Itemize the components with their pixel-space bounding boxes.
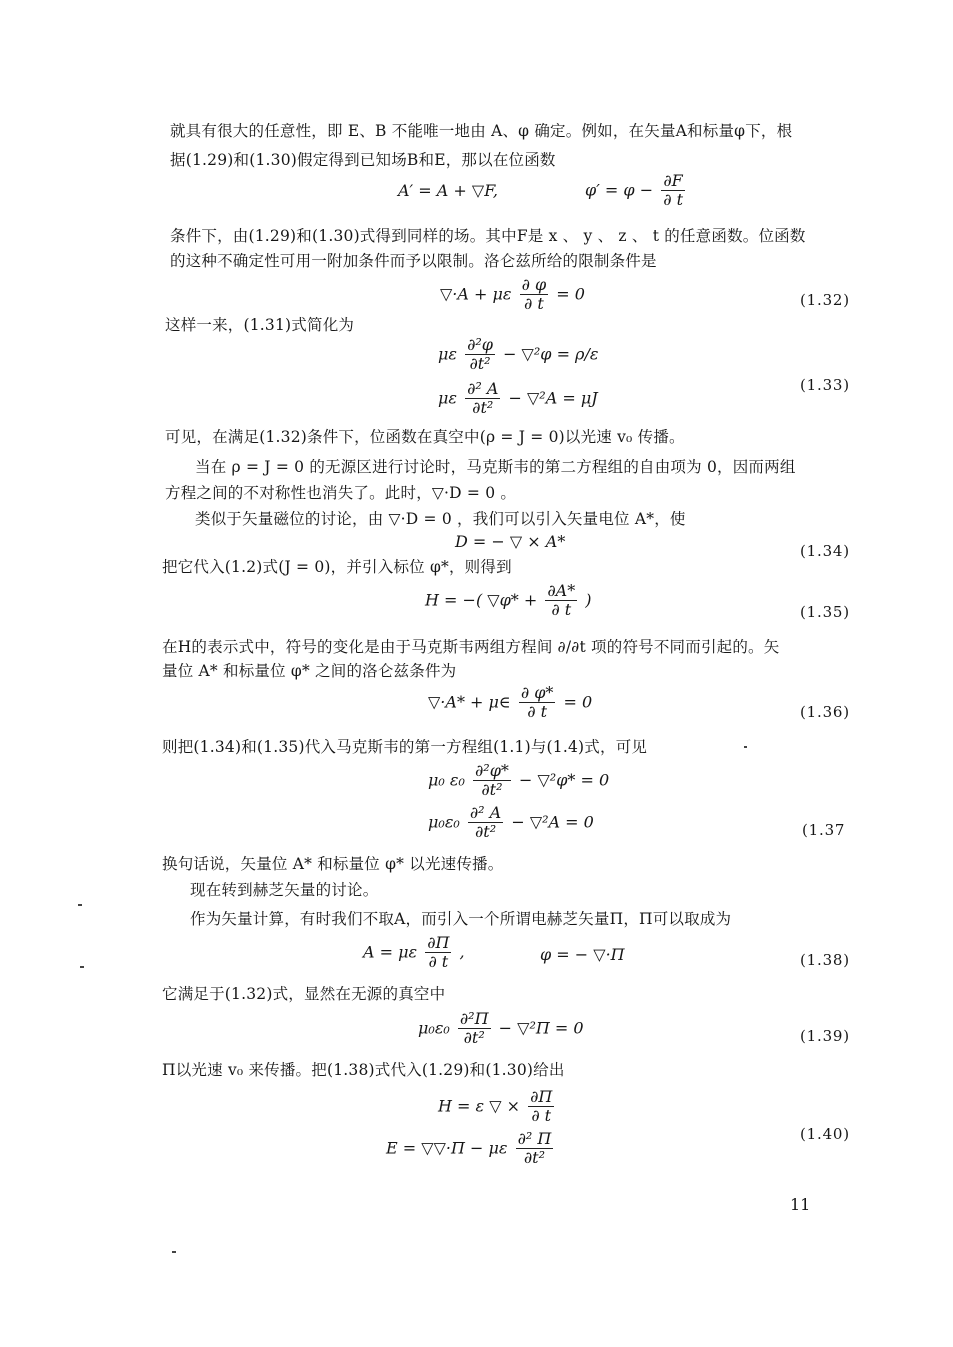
fraction xyxy=(516,1130,554,1168)
equation-part: μ₀ε₀ xyxy=(428,812,460,832)
equation-1-37a xyxy=(428,762,609,800)
paragraph-line: 这样一来，(1.31)式简化为 xyxy=(165,316,355,334)
equation-part: = 0 xyxy=(556,284,585,304)
equation-part: H = ε ▽ × xyxy=(438,1096,520,1116)
paragraph-line: 把它代入(1.2)式(J = 0)，并引入标位 φ*，则得到 xyxy=(162,558,512,576)
fraction xyxy=(458,1010,491,1048)
paragraph-line: 的这种不确定性可用一附加条件而予以限制。洛仑兹所给的限制条件是 xyxy=(170,252,657,270)
equation-part: − ▽²A = μJ xyxy=(508,388,598,408)
fraction-denominator: ∂ t xyxy=(523,294,544,314)
equation-number: (1.37 xyxy=(802,821,846,839)
paragraph-line: 量位 A* 和标量位 φ* 之间的洛仑兹条件为 xyxy=(162,662,457,680)
paragraph-line: 方程之间的不对称性也消失了。此时，▽·D = 0 。 xyxy=(165,484,517,502)
fraction-denominator: ∂ t xyxy=(531,1106,552,1126)
equation-1-33b xyxy=(438,380,598,418)
fraction-numerator: ∂² A xyxy=(467,379,499,398)
fraction-denominator: ∂t² xyxy=(523,1148,545,1168)
fraction-numerator: ∂² Π xyxy=(517,1129,552,1148)
equation-part: A = με xyxy=(363,942,418,962)
fraction-numerator: ∂²φ* xyxy=(475,761,509,780)
equation-part: με xyxy=(438,344,457,364)
fraction-denominator: ∂t² xyxy=(481,780,503,800)
paragraph-line: 现在转到赫芝矢量的讨论。 xyxy=(190,881,379,899)
fraction-numerator: ∂² A xyxy=(469,803,502,822)
equation-number: (1.38) xyxy=(800,951,850,969)
equation-part: ▽·A + με xyxy=(440,284,512,304)
equation-part: − ▽²φ* = 0 xyxy=(518,770,610,790)
equation-number: (1.32) xyxy=(800,291,850,309)
paragraph-line: 条件下，由(1.29)和(1.30)式得到同样的场。其中F是 x 、 y 、 z 、 t 的任意函数。位函数 xyxy=(170,227,806,245)
fraction-denominator: ∂ t xyxy=(527,702,548,722)
equation-1-38b: φ = − ▽·Π xyxy=(540,945,625,964)
fraction-numerator: ∂²Π xyxy=(459,1009,489,1028)
equation-part: − ▽²Π = 0 xyxy=(498,1018,584,1038)
page-number: 11 xyxy=(790,1195,811,1214)
paragraph-line: 在H的表示式中，符号的变化是由于马克斯韦两组方程间 ∂/∂t 项的符号不同而引起的。矢 xyxy=(162,638,780,656)
paragraph-line: 换句话说，矢量位 A* 和标量位 φ* 以光速传播。 xyxy=(162,855,504,873)
equation-1-39 xyxy=(418,1010,584,1048)
paragraph-line: 就具有很大的任意性，即 E、B 不能唯一地由 A、φ 确定。例如，在矢量A和标量φ下，根 xyxy=(170,122,793,140)
equation-1-32 xyxy=(440,276,585,314)
fraction-denominator: ∂t² xyxy=(469,354,491,374)
equation-part: φ′ = φ − xyxy=(585,180,654,200)
fraction-numerator: ∂F xyxy=(661,172,685,191)
equation-part: ) xyxy=(585,590,592,610)
equation-part: ▽·A* + μ∈ xyxy=(428,692,511,712)
paragraph-line: 作为矢量计算，有时我们不取A，而引入一个所谓电赫芝矢量Π，Π可以取成为 xyxy=(190,910,732,928)
fraction-denominator: ∂t² xyxy=(475,822,497,842)
equation-part: μ₀ ε₀ xyxy=(428,770,465,790)
equation-1-36 xyxy=(428,684,592,722)
scan-speck xyxy=(172,1251,176,1253)
scan-speck xyxy=(80,966,84,968)
equation-gauge-phi xyxy=(585,172,688,210)
equation-1-33a xyxy=(438,336,598,374)
equation-part: H = −( ▽φ* + xyxy=(425,590,538,610)
fraction xyxy=(465,336,495,374)
equation-number: (1.34) xyxy=(800,542,850,560)
fraction-denominator: ∂ t xyxy=(551,600,572,620)
equation-1-35 xyxy=(425,582,592,620)
scan-speck xyxy=(78,904,82,906)
equation-1-34: D = − ▽ × A* xyxy=(455,532,566,551)
fraction-denominator: ∂t² xyxy=(463,1028,485,1048)
fraction-numerator: ∂ φ xyxy=(521,275,547,294)
equation-part: μ₀ε₀ xyxy=(418,1018,450,1038)
fraction xyxy=(465,380,500,418)
paragraph-line: Π以光速 v₀ 来传播。把(1.38)式代入(1.29)和(1.30)给出 xyxy=(162,1061,565,1079)
fraction-denominator: ∂ t xyxy=(428,952,449,972)
paragraph-line: 当在 ρ = J = 0 的无源区进行讨论时，马克斯韦的第二方程组的自由项为 0，因而两组 xyxy=(195,458,796,476)
equation-part: − ▽²φ = ρ/ε xyxy=(503,344,599,364)
fraction-numerator: ∂Π xyxy=(427,933,450,952)
fraction xyxy=(473,762,511,800)
paragraph-line: 则把(1.34)和(1.35)代入马克斯韦的第一方程组(1.1)与(1.4)式，可见 xyxy=(162,738,648,756)
equation-1-37b xyxy=(428,804,594,842)
paragraph-line: 可见，在满足(1.32)条件下，位函数在真空中(ρ = J = 0)以光速 v₀ 传播。 xyxy=(165,428,685,446)
fraction xyxy=(425,934,451,972)
equation-number: (1.36) xyxy=(800,703,850,721)
paragraph-line: 它满足于(1.32)式，显然在无源的真空中 xyxy=(162,985,446,1003)
fraction xyxy=(468,804,503,842)
fraction xyxy=(545,582,577,620)
fraction xyxy=(528,1088,554,1126)
equation-1-40b xyxy=(386,1130,556,1168)
fraction xyxy=(519,684,556,722)
equation-part: με xyxy=(438,388,457,408)
equation-gauge-a: A′ = A + ▽F, xyxy=(398,181,498,200)
equation-part: E = ▽▽·Π − με xyxy=(386,1138,508,1158)
equation-1-40a xyxy=(438,1088,557,1126)
fraction xyxy=(661,172,685,210)
equation-part: = 0 xyxy=(563,692,593,712)
fraction-denominator: ∂t² xyxy=(472,398,494,418)
fraction xyxy=(520,276,549,314)
equation-number: (1.35) xyxy=(800,603,850,621)
equation-part: , xyxy=(459,942,465,962)
scan-speck xyxy=(744,746,747,748)
fraction-numerator: ∂A* xyxy=(547,581,576,600)
equation-number: (1.33) xyxy=(800,376,850,394)
fraction-numerator: ∂Π xyxy=(530,1087,553,1106)
paragraph-line: 类似于矢量磁位的讨论，由 ▽·D = 0 ，我们可以引入矢量电位 A*，使 xyxy=(195,510,686,528)
equation-number: (1.39) xyxy=(800,1027,850,1045)
equation-1-38a xyxy=(363,934,465,972)
fraction-denominator: ∂ t xyxy=(663,190,683,210)
fraction-numerator: ∂ φ* xyxy=(520,683,554,702)
fraction-numerator: ∂²φ xyxy=(467,335,493,354)
equation-number: (1.40) xyxy=(800,1125,850,1143)
paragraph-line: 据(1.29)和(1.30)假定得到已知场B和E，那以在位函数 xyxy=(170,151,556,169)
equation-part: − ▽²A = 0 xyxy=(511,812,594,832)
